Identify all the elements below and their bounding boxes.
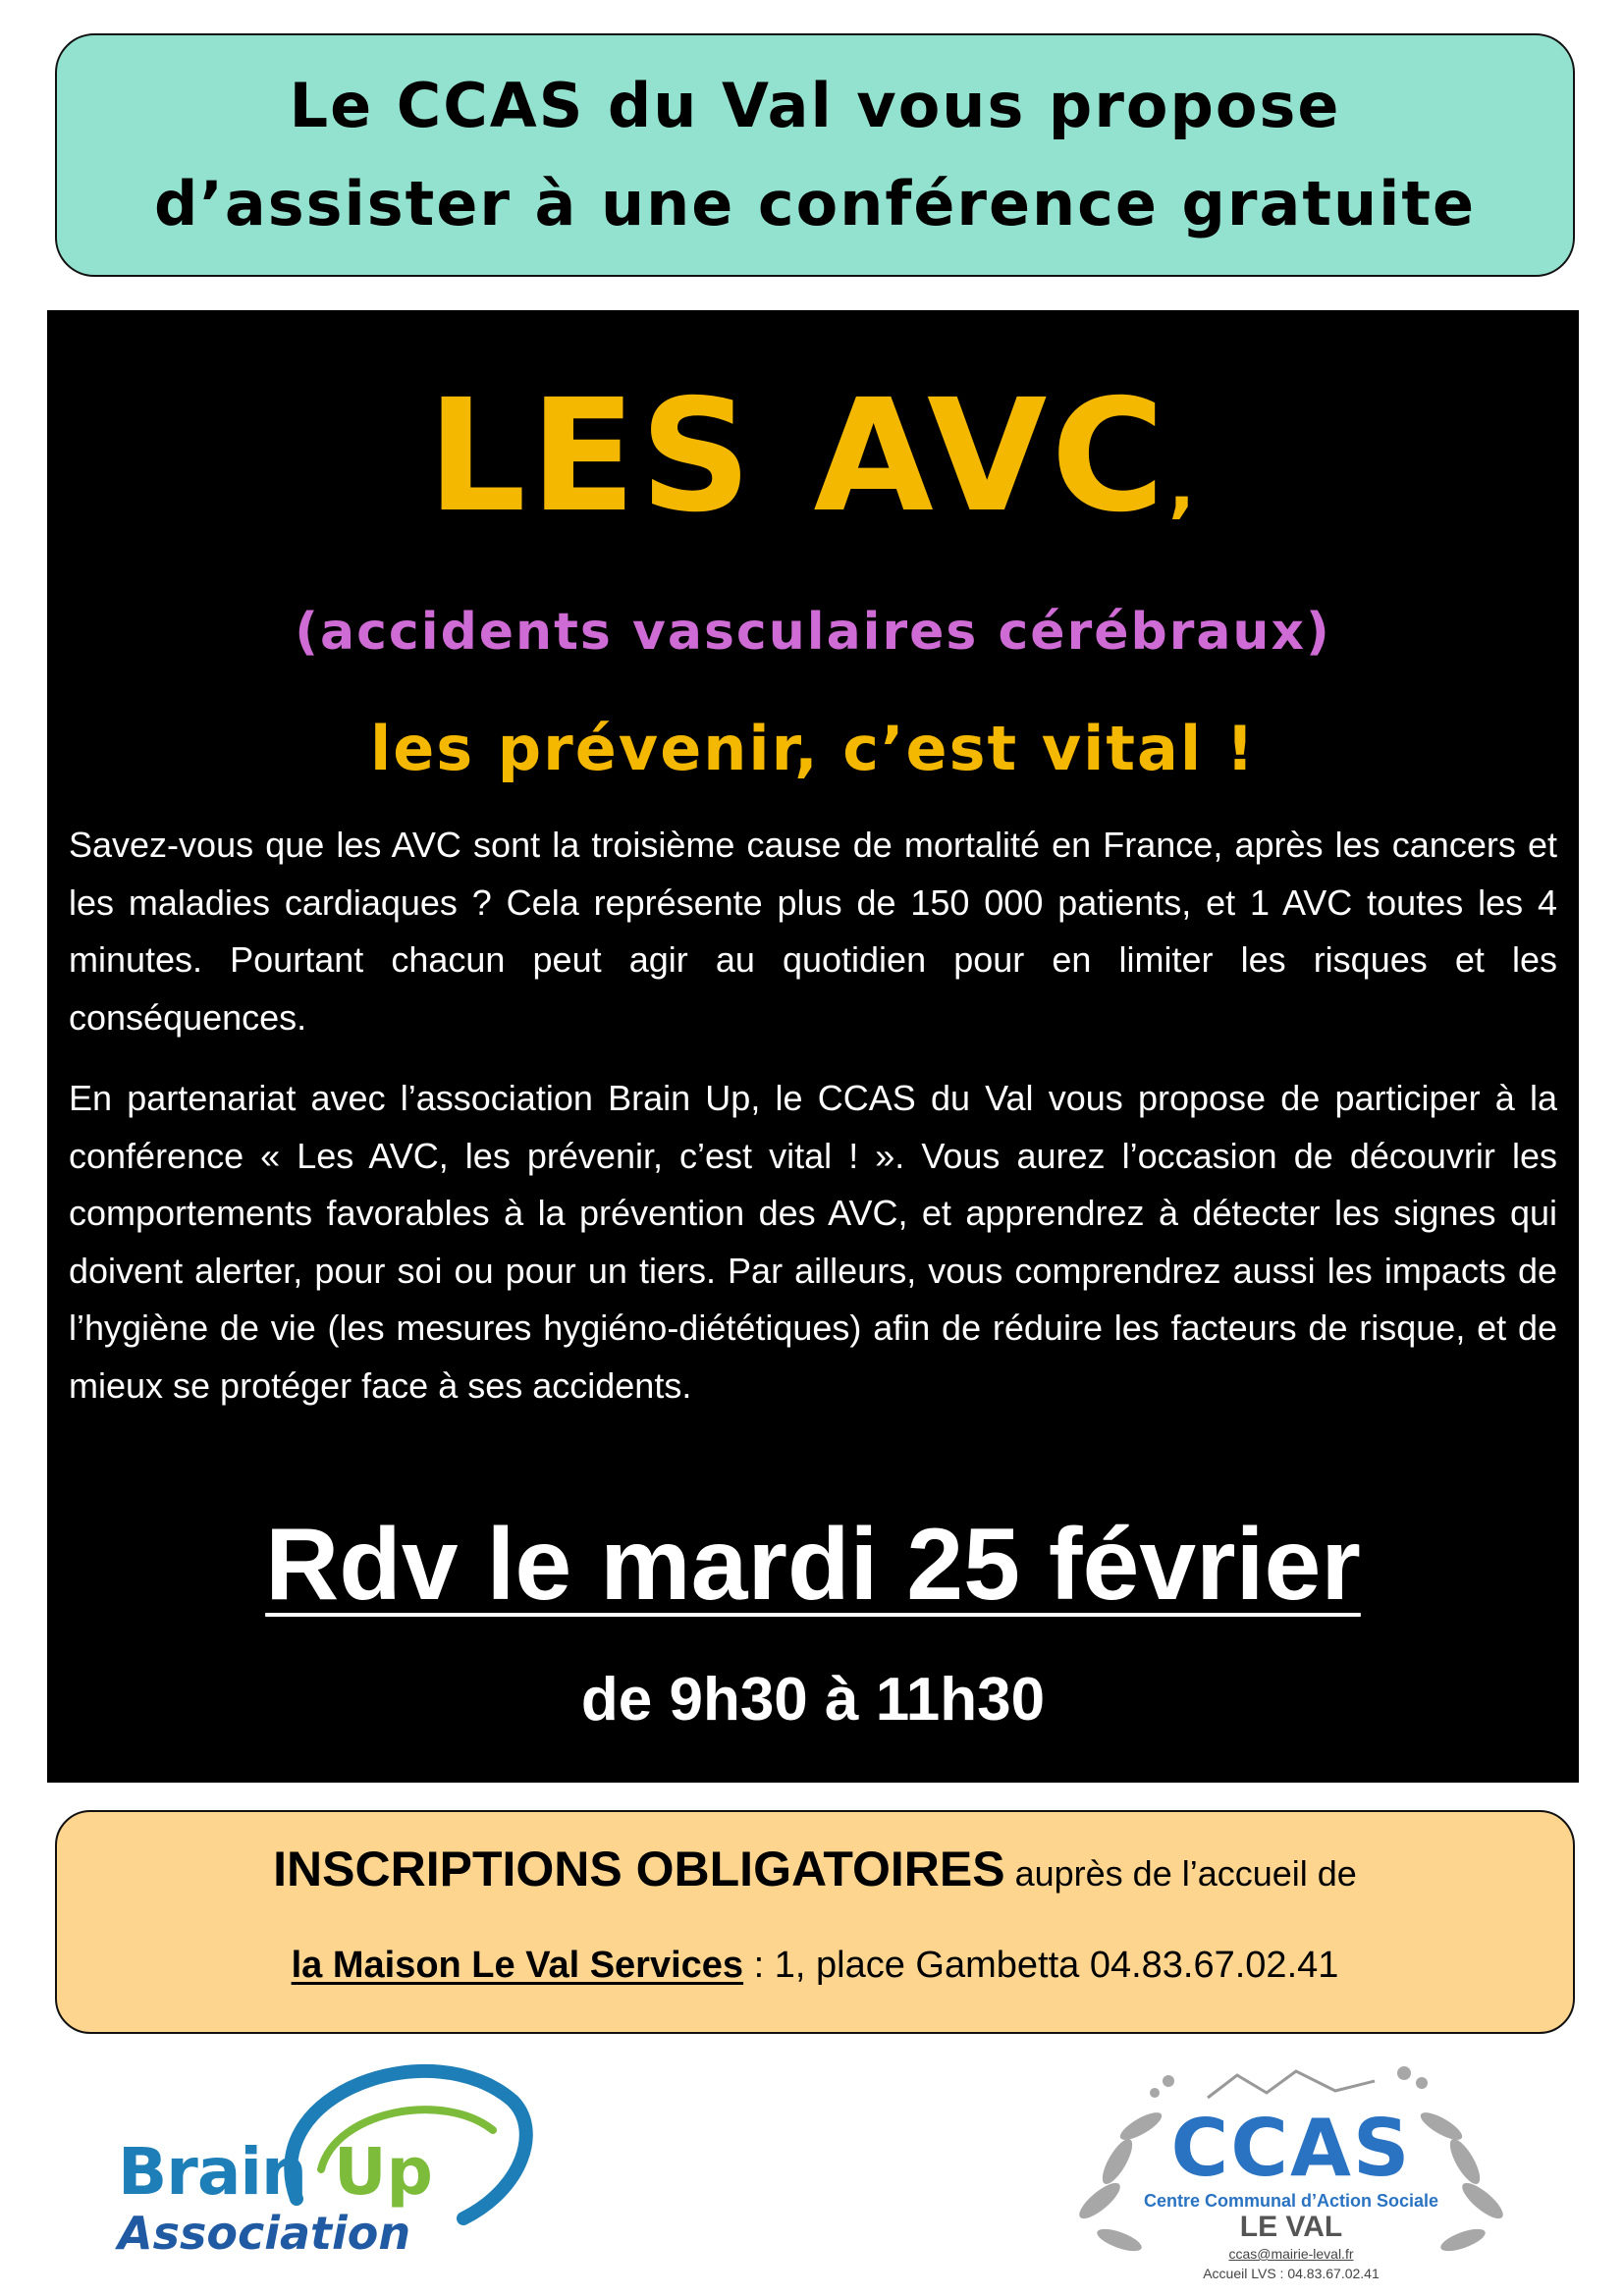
registration-line-1 <box>57 1838 1573 1913</box>
association-word: Association <box>118 2207 411 2260</box>
header-line-1: Le CCAS du Val vous propose <box>289 70 1341 141</box>
event-date-text: Rdv le mardi 25 février <box>265 1508 1361 1622</box>
ccas-phone: Accueil LVS : 04.83.67.02.41 <box>1203 2266 1380 2281</box>
registration-line-2 <box>57 1936 1573 1995</box>
paragraph-2: En partenariat avec l’association Brain Up, le CCAS du Val vous propose de participer à la conférence « Les AVC, les prévenir, c’est vital ! ». Vous aurez l’occasion de découvrir les comportements favorables à la prévention des AVC, et apprendrez à détecter les signes qui doivent alerter, pour soi ou pour un tiers. Par ailleurs, vous comprendrez aussi les impacts de l’hygiène de vie (les mesures hygiéno-diététiques) afin de réduire les facteurs de risque, et de mieux se protéger face à ses accidents. <box>69 1078 1557 1406</box>
ccas-subtitle: Centre Communal d’Action Sociale <box>1143 2191 1439 2211</box>
page-title <box>47 363 1579 579</box>
registration-where: auprès de l’accueil de <box>1004 1853 1357 1894</box>
event-date <box>47 1506 1579 1624</box>
place-link[interactable]: la Maison Le Val Services <box>291 1945 744 1986</box>
ccas-logo <box>1060 2054 1522 2289</box>
header-line-2: d’assister à une conférence gratuite <box>153 168 1477 240</box>
registration-address: : 1, place Gambetta 04.83.67.02.41 <box>743 1945 1339 1986</box>
subtitle: (accidents vasculaires cérébraux) <box>295 603 1331 662</box>
tagline: les prévenir, c’est vital ! <box>370 713 1256 784</box>
brain-up-logo <box>110 2052 542 2268</box>
main-panel <box>47 310 1579 1783</box>
registration-box <box>55 1810 1575 2034</box>
title-comma: , <box>1168 446 1199 526</box>
title-text: LES AVC <box>427 366 1169 547</box>
header-banner <box>55 33 1575 277</box>
ccas-email[interactable]: ccas@mairie-leval.fr <box>1228 2246 1354 2262</box>
event-time: de 9h30 à 11h30 <box>580 1666 1046 1734</box>
registration-required: INSCRIPTIONS OBLIGATOIRES <box>273 1842 1005 1896</box>
ccas-word: CCAS <box>1170 2103 1412 2194</box>
brain-word: Brain <box>118 2134 307 2210</box>
paragraph-1: Savez-vous que les AVC sont la troisième cause de mortalité en France, après les cancers et les maladies cardiaques ? Cela représente plus de 150 000 patients, et 1 AVC toutes les 4 minutes. Pourtant chacun peut agir au quotidien pour en limiter les risques et les conséquences. <box>69 825 1557 1038</box>
up-word: Up <box>334 2134 433 2210</box>
ccas-place: LE VAL <box>1239 2211 1343 2243</box>
